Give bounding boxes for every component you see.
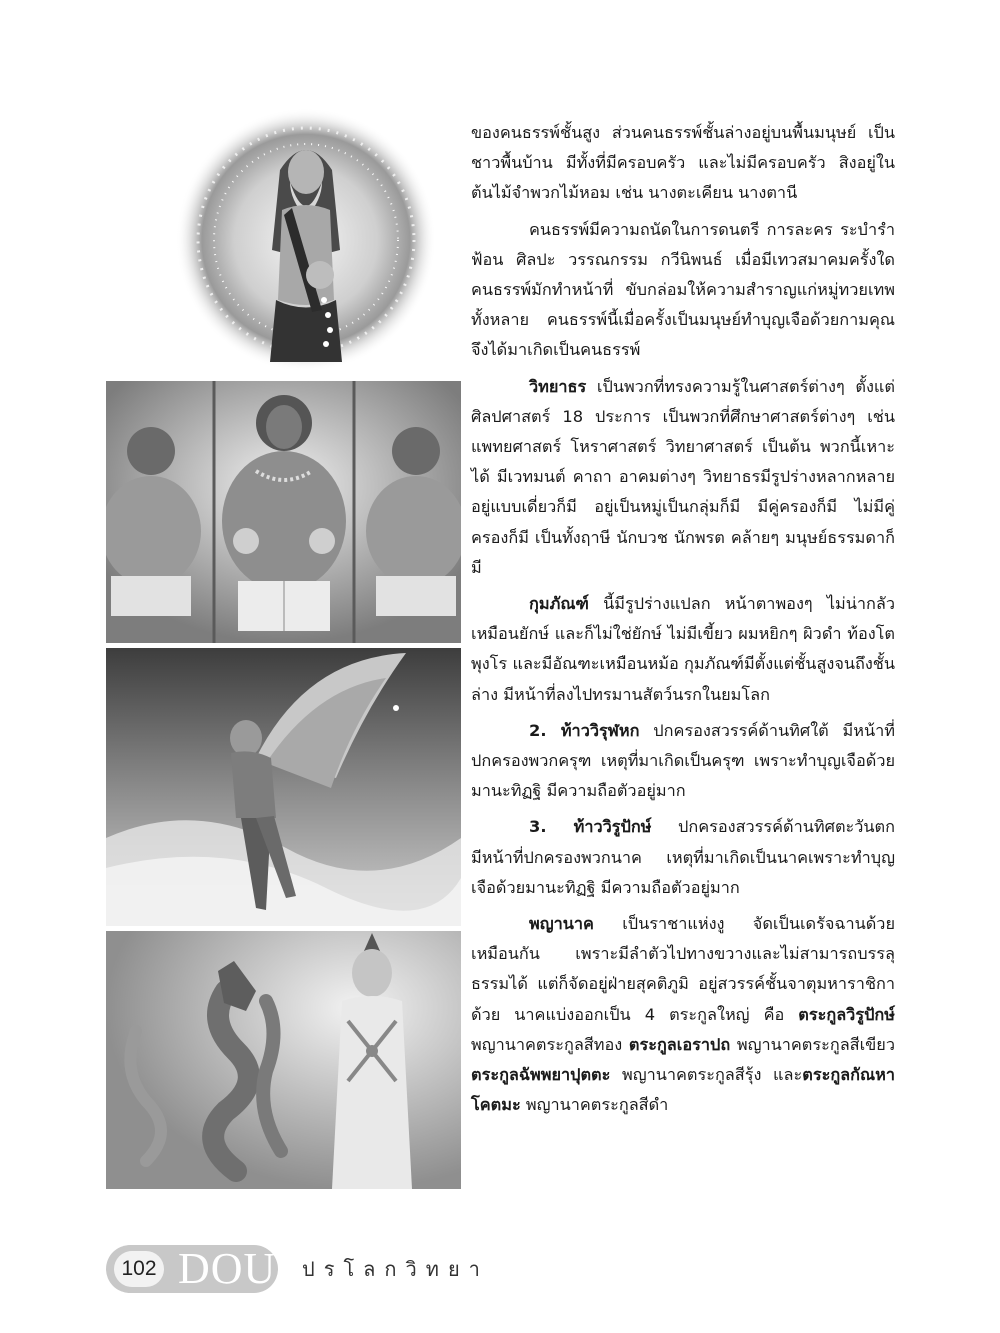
text-run: ปกครองสวรรค์ด้านทิศใต้ มีหน้าที่ปกครองพวกครุฑ เหตุที่มาเกิดเป็นครุฑ เพราะทำบุญเจือด้วยมานะทิฏฐิ มีความถือตัวอยู่มาก [471,720,895,801]
paragraph [471,589,895,710]
bold-term: 2. ท้าววิรุฬหก [529,720,640,740]
paragraph [471,909,895,1120]
text-run: พญานาคตระกูลสีดำ [520,1095,669,1115]
bold-term: พญานาค [529,914,594,934]
naga-image [106,931,461,1189]
bold-term: กุมภัณฑ์ [529,594,589,614]
text-run: ของคนธรรพ์ชั้นสูง ส่วนคนธรรพ์ชั้นล่างอยู่บนพื้นมนุษย์ เป็นชาวพื้นบ้าน มีทั้งที่มีครอบครัว และไม่มีครอบครัว สิงอยู่ในต้นไม้จำพวกไม้หอม เช่น นางตะเคียน นางตานี [471,123,895,203]
garuda-illustration [106,648,461,926]
text-run: พญานาคตระกูลสีเขียว [730,1034,895,1054]
kumbhanda-illustration [106,381,461,643]
bold-term: ตระกูลฉัพพยาปุตตะ [471,1065,611,1085]
bold-term: ตระกูลวิรูปักษ์ [798,1004,895,1024]
course-title: ปรโลกวิทยา [302,1257,489,1281]
text-run: คนธรรพ์มีความถนัดในการดนตรี การละคร ระบำรำฟ้อน ศิลปะ วรรณกรรม กวีนิพนธ์ เมื่อมีเทวสมาคมครั้งใดคนธรรพ์มักทำหน้าที่ ขับกล่อมให้ความสำราญแก่หมู่ทวยเทพทั้งหลาย คนธรรพ์นี้เมื่อครั้งเป็นมนุษย์ทำบุญเจือด้วยกามคุณ จึงได้มาเกิดเป็นคนธรรพ์ [471,219,895,360]
text-run: นี้มีรูปร่างแปลก หน้าตาพองๆ ไม่น่ากลัวเหมือนยักษ์ และก็ไม่ใช่ยักษ์ ไม่มีเขี้ยว ผมหยิกๆ ผิวดำ ท้องโต พุงโร และมีอัณฑะเหมือนหม้อ กุมภัณฑ์มีตั้งแต่ชั้นสูงจนถึงชั้นล่าง มีหน้าที่ลงไปทรมานสัตว์นรกในยมโลก [471,594,895,704]
text-run: ปกครองสวรรค์ด้านทิศตะวันตก มีหน้าที่ปกครองพวกนาค เหตุที่มาเกิดเป็นนาคเพราะทำบุญเจือด้วยมานะทิฏฐิ มีความถือตัวอยู่มาก [471,817,895,897]
bold-term: 3. ท้าววิรูปักษ์ [529,817,652,837]
page-footer [106,1245,489,1293]
paragraph [471,215,895,366]
bold-term: วิทยาธร [529,376,587,396]
bold-term: ตระกูลเอราปถ [628,1034,731,1054]
text-run: พญานาคตระกูลสีทอง [471,1034,629,1054]
dou-logo: DOU [178,1244,277,1293]
paragraph [471,716,895,807]
bold-term: ตระกูลกัณหาโคตมะ [471,1065,895,1115]
kumbhanda-image [106,381,461,643]
text-run: พญานาคตระกูลสีรุ้ง และ [610,1065,803,1085]
text-run: เป็นราชาแห่งงู จัดเป็นเดรัจฉานด้วยเหมือนกัน เพราะมีลำตัวไปทางขวางและไม่สามารถบรรลุธรรมได้ แต่ก็จัดอยู่ฝ่ายสุคติภูมิ อยู่สวรรค์ชั้นจาตุมหาราชิกาด้วย นาคแบ่งออกเป็น 4 ตระกูลใหญ่ คือ [471,914,895,1024]
paragraph [471,812,895,903]
body-text [471,118,895,1127]
naga-illustration [106,931,461,1189]
gandharva-illustration [172,100,440,375]
garuda-image [106,648,461,926]
page-number: 102 [114,1251,164,1287]
paragraph [471,118,895,209]
page-badge [106,1245,278,1293]
gandharva-image [172,100,440,375]
paragraph [471,372,895,583]
text-run: เป็นพวกที่ทรงความรู้ในศาสตร์ต่างๆ ตั้งแต่ศิลปศาสตร์ 18 ประการ เป็นพวกที่ศึกษาศาสตร์ต่างๆ เช่น แพทยศาสตร์ โหราศาสตร์ วิทยาศาสตร์ เป็นต้น พวกนี้เหาะได้ มีเวทมนต์ คาถา อาคมต่างๆ วิทยาธรมีรูปร่างหลากหลาย อยู่แบบเดี่ยวก็มี อยู่เป็นหมู่เป็นกลุ่มก็มี มีคู่ครองก็มี ไม่มีคู่ครองก็มี เป็นทั้งฤาษี นักบวช นักพรต คล้ายๆ มนุษย์ธรรมดาก็มี [471,376,895,577]
